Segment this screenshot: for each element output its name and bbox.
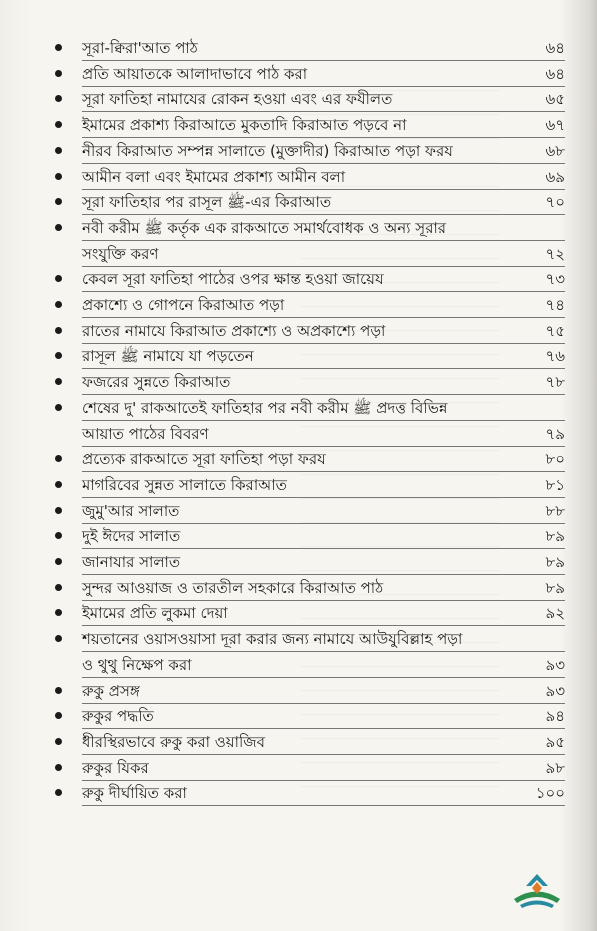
bullet-icon — [55, 173, 62, 180]
toc-entry — [0, 522, 597, 550]
toc-entry-title: প্রত্যেক রাকআতে সূরা ফাতিহা পড়া ফরয — [82, 450, 326, 469]
toc-entry — [0, 497, 597, 525]
toc-entry-page: ৯৩ — [545, 681, 565, 700]
toc-entry-page: ৯৪ — [545, 707, 565, 726]
bullet-icon — [55, 327, 62, 334]
toc-entry — [0, 265, 597, 293]
toc-entry-title: ইমামের প্রতি লুকমা দেয়া — [82, 604, 228, 623]
toc-entry — [0, 754, 597, 782]
toc-entry — [0, 728, 597, 756]
bullet-icon — [55, 352, 62, 359]
toc-entry-title: শেষের দু' রাকআতেই ফাতিহার পর নবী করীম ﷺ প্রদত্ত বিভিন্ন — [82, 398, 448, 417]
toc-entry-title: রুকু প্রসঙ্গ — [82, 681, 140, 700]
toc-entry-page: ৮৯ — [545, 527, 565, 546]
toc-entry — [0, 291, 597, 319]
toc-entry-page: ৯৩ — [545, 655, 565, 674]
toc-entry-page: ৬৭ — [545, 116, 565, 135]
toc-entry-title: রুকুর পদ্ধতি — [82, 707, 154, 726]
bullet-icon — [55, 70, 62, 77]
toc-entry-page: ৭৮ — [545, 373, 565, 392]
bullet-icon — [55, 44, 62, 51]
bullet-icon — [55, 455, 62, 462]
toc-entry-continuation — [0, 651, 597, 679]
toc-entry — [0, 342, 597, 370]
bullet-icon — [55, 712, 62, 719]
toc-entry — [0, 137, 597, 165]
toc-entry-page: ৭৬ — [545, 347, 565, 366]
toc-entry — [0, 163, 597, 191]
toc-entry — [0, 445, 597, 473]
bullet-icon — [55, 224, 62, 231]
toc-entry — [0, 111, 597, 139]
bullet-icon — [55, 147, 62, 154]
toc-entry — [0, 779, 597, 807]
toc-entry — [0, 317, 597, 345]
toc-entry-page: ৮৯ — [545, 553, 565, 571]
toc-entry — [0, 548, 597, 576]
toc-entry — [0, 677, 597, 705]
toc-entry-page: ৭৯ — [545, 424, 565, 443]
toc-entry — [0, 368, 597, 396]
toc-entry-page: ৮১ — [545, 475, 565, 494]
bullet-icon — [55, 121, 62, 128]
toc-entry — [0, 214, 597, 242]
toc-entry-title: রুকুর যিকর — [82, 758, 149, 777]
toc-entry-title: জুমু'আর সালাত — [82, 501, 180, 520]
toc-entry-page: ৭৫ — [545, 321, 565, 340]
toc-entry — [0, 34, 597, 62]
toc-entry-page: ৯৮ — [545, 758, 565, 777]
toc-entry-page: ৭২ — [545, 244, 565, 263]
bullet-icon — [55, 764, 62, 771]
toc-entry-page: ৯২ — [545, 604, 565, 623]
toc-entry — [0, 60, 597, 88]
toc-entry-title: সুন্দর আওয়াজ ও তারতীল সহকারে কিরাআত পাঠ — [82, 578, 384, 597]
toc-entry-page: ৯৫ — [545, 732, 565, 751]
toc-entry-title: প্রতি আয়াতকে আলাদাভাবে পাঠ করা — [82, 64, 308, 83]
toc-entry-title: কেবল সূরা ফাতিহা পাঠের ওপর ক্ষান্ত হওয়া জায়েয — [82, 270, 384, 289]
bullet-icon — [55, 404, 62, 411]
bullet-icon — [55, 738, 62, 745]
toc-entry-page: ৮৮ — [545, 501, 565, 520]
toc-entry-page: ৬৪ — [545, 64, 565, 83]
toc-entry-title: আয়াত পাঠের বিবরণ — [82, 424, 209, 443]
bullet-icon — [55, 584, 62, 591]
toc-entry-continuation — [0, 420, 597, 448]
toc-entry-title: ও থুথু নিক্ষেপ করা — [82, 655, 192, 674]
bullet-icon — [55, 532, 62, 539]
toc-entry-page: ৬৯ — [545, 167, 565, 186]
bullet-icon — [55, 635, 62, 642]
toc-entry-page: ৬৪ — [545, 39, 565, 57]
toc-entry-title: রুকু দীর্ঘায়িত করা — [82, 784, 187, 803]
toc-entry-page: ৬৫ — [545, 90, 565, 109]
toc-entry — [0, 574, 597, 602]
underline-rule — [82, 805, 565, 806]
toc-entry-title: ইমামের প্রকাশ্য কিরাআতে মুকতাদি কিরাআত পড়বে না — [82, 116, 407, 135]
toc-entry — [0, 471, 597, 499]
bullet-icon — [55, 481, 62, 488]
bullet-icon — [55, 789, 62, 796]
toc-entry-continuation — [0, 240, 597, 268]
toc-entry-page: ৮০ — [545, 450, 565, 469]
toc-entry — [0, 625, 597, 653]
bullet-icon — [55, 95, 62, 102]
bullet-icon — [55, 507, 62, 514]
toc-entry-title: আমীন বলা এবং ইমামের প্রকাশ্য আমীন বলা — [82, 167, 346, 186]
toc-entry — [0, 599, 597, 627]
toc-entry-title: ফজরের সুন্নতে কিরাআত — [82, 373, 231, 392]
bullet-icon — [55, 301, 62, 308]
toc-entry-title: নীরব কিরাআত সম্পন্ন সালাতে (মুক্তাদীর) কিরাআত পড়া ফরয — [82, 141, 453, 160]
toc-entry — [0, 188, 597, 216]
bullet-icon — [55, 378, 62, 385]
toc-entry-title: রাতের নামাযে কিরাআত প্রকাশ্যে ও অপ্রকাশ্যে পড়া — [82, 321, 386, 340]
toc-entry — [0, 394, 597, 422]
toc-entry-page: ৭০ — [545, 193, 565, 212]
bullet-icon — [55, 687, 62, 694]
toc-entry-page: ৭৪ — [545, 296, 565, 314]
toc-entry-page: ৭৩ — [545, 270, 565, 289]
toc-entry-title: মাগরিবের সুন্নত সালাতে কিরাআত — [82, 475, 287, 494]
publisher-logo-icon — [508, 872, 566, 910]
toc-entry-page: ১০০ — [535, 784, 565, 803]
bullet-icon — [55, 558, 62, 565]
toc-entry-title: সূরা ফাতিহা নামাযের রোকন হওয়া এবং এর ফযীলত — [82, 90, 393, 109]
bullet-icon — [55, 198, 62, 205]
toc-entry-title: সংযুক্তি করণ — [82, 244, 159, 263]
bullet-icon — [55, 275, 62, 282]
toc-entry-title: সূরা ফাতিহার পর রাসূল ﷺ-এর কিরাআত — [82, 193, 332, 212]
toc-entry-title: জানাযার সালাত — [82, 553, 181, 571]
toc-entry-title: দুই ঈদের সালাত — [82, 527, 181, 546]
toc-entry-page: ৬৮ — [545, 141, 565, 160]
toc-entry-title: সূরা-ক্বিরা'আত পাঠ — [82, 39, 198, 57]
toc-entry — [0, 85, 597, 113]
toc-entry-page: ৮৯ — [545, 578, 565, 597]
toc-entry-title: ধীরস্থিরভাবে রুকু করা ওয়াজিব — [82, 732, 266, 751]
toc-entry-title: শয়তানের ওয়াসওয়াসা দূরা করার জন্য নামাযে আউযুবিল্লাহ পড়া — [82, 630, 463, 649]
toc-entry-title: প্রকাশ্যে ও গোপনে কিরাআত পড়া — [82, 296, 285, 314]
toc-entry — [0, 702, 597, 730]
bullet-icon — [55, 609, 62, 616]
toc-entry-title: নবী করীম ﷺ কর্তৃক এক রাকআতে সমার্থবোধক ও অন্য সূরার — [82, 218, 447, 237]
toc-entry-title: রাসূল ﷺ নামাযে যা পড়তেন — [82, 347, 254, 366]
